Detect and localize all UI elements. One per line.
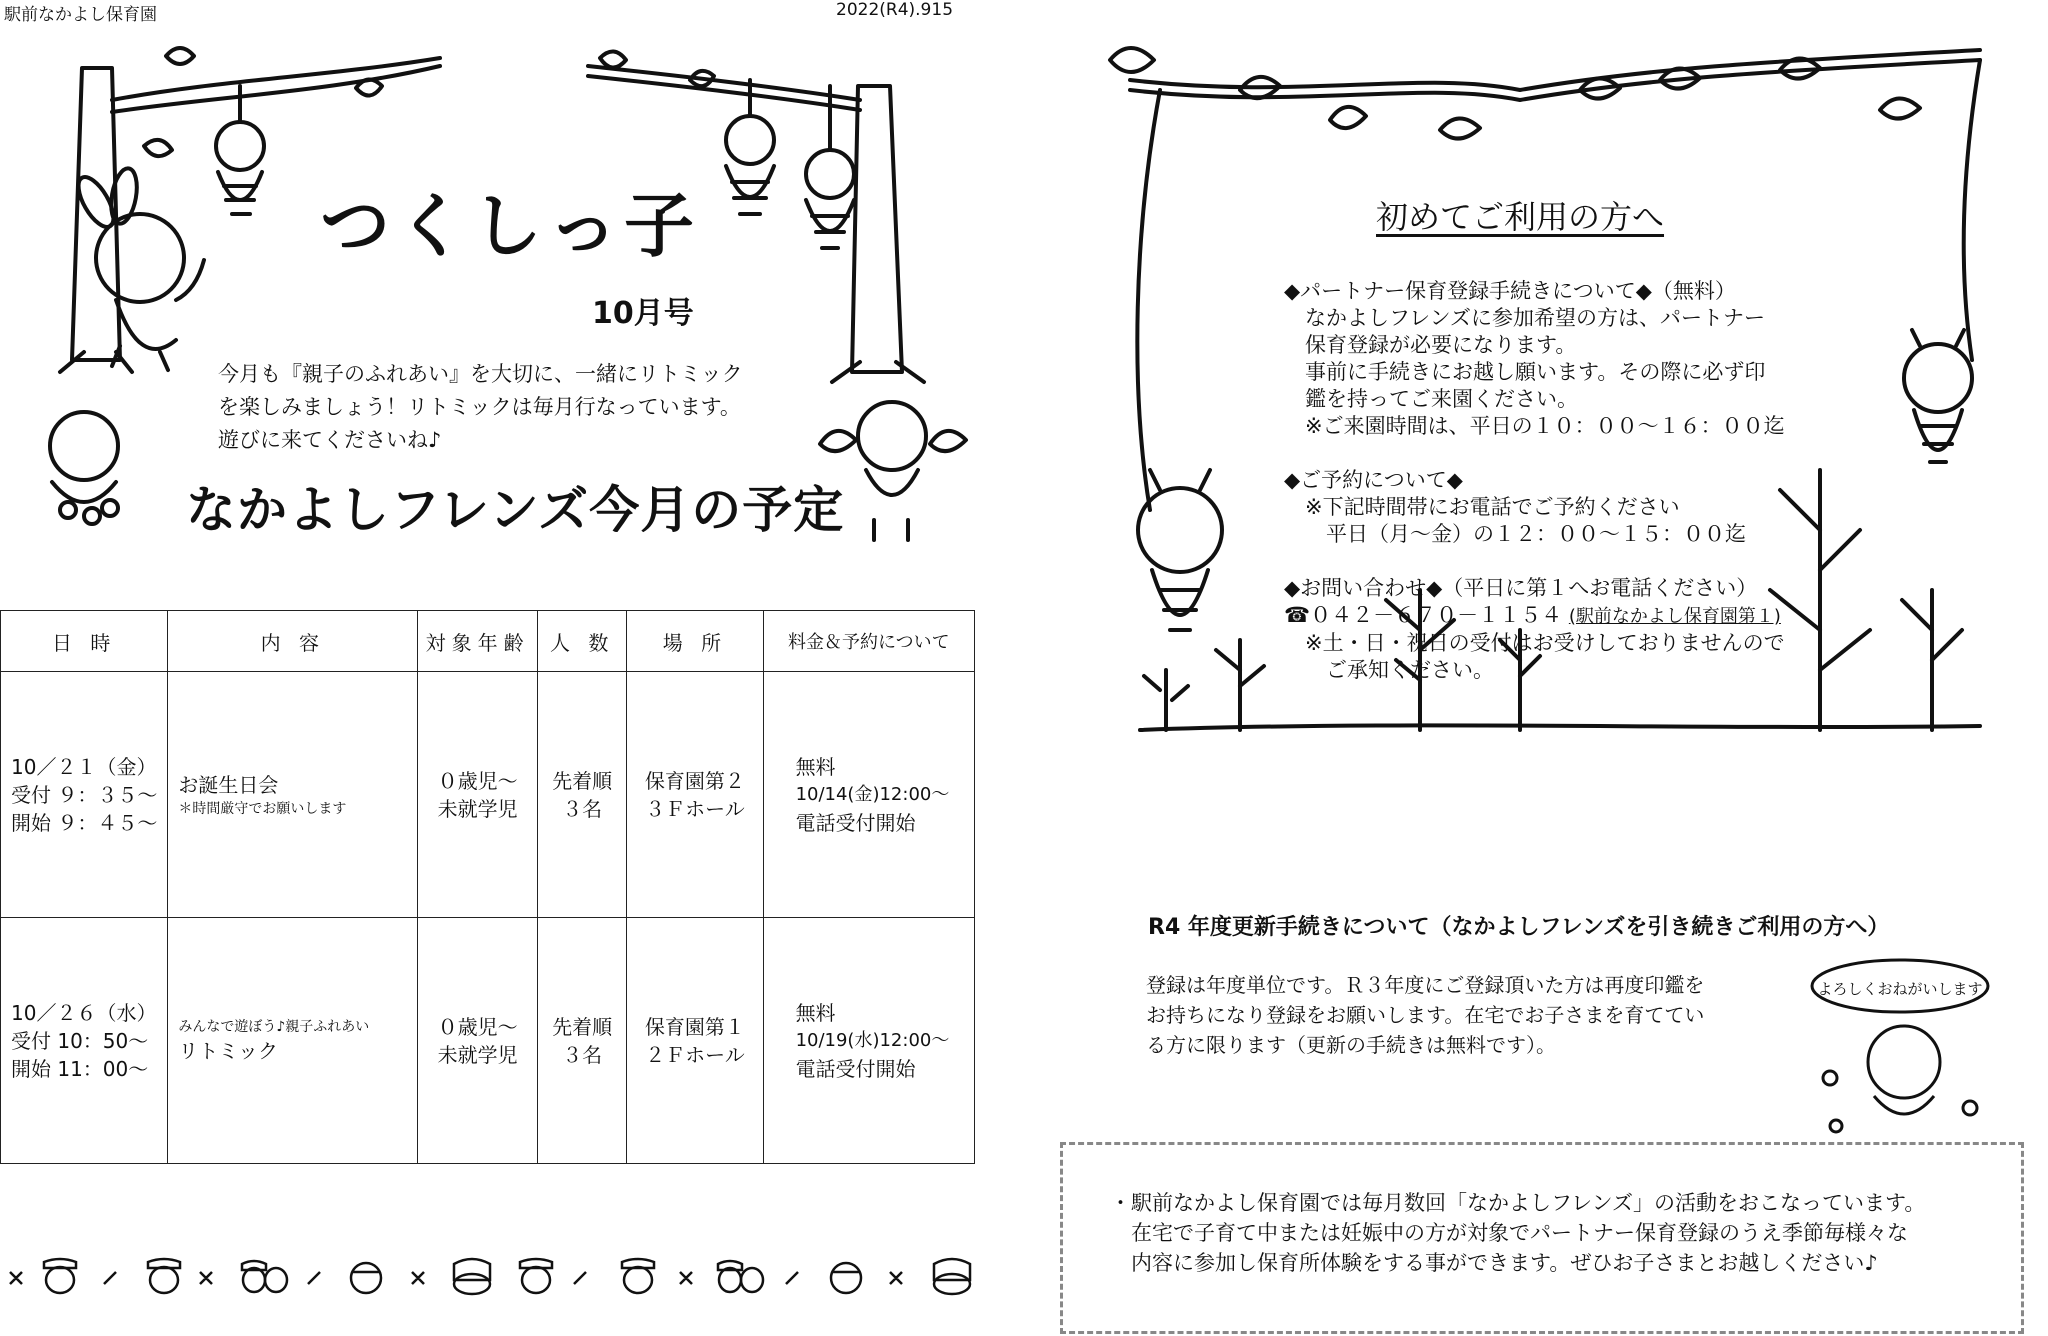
place-cell: [627, 672, 763, 918]
table-row: [1, 918, 975, 1164]
cell-text: 無料: [795, 1000, 836, 1025]
renewal-heading: R4 年度更新手続きについて（なかよしフレンズを引き続きご利用の方へ）: [1148, 915, 1890, 940]
cell-text: 10/19(水)12:00～: [795, 1029, 950, 1051]
right-branch: [588, 66, 860, 100]
intro-line: 今月も『親子のふれあい』を大切に、一緒にリトミック: [218, 362, 743, 386]
intro-line: を楽しみましょう！リトミックは毎月行なっています。: [218, 395, 741, 419]
cell-text: 未就学児: [437, 796, 518, 821]
note-line: 在宅で子育て中または妊娠中の方が対象でパートナー保育登録のうえ季節毎様々な: [1110, 1221, 1908, 1245]
schedule-heading: なかよしフレンズ今月の予定: [186, 481, 845, 539]
cell-text: ０歳児～: [437, 768, 518, 793]
info-line: 鑑を持ってご来園ください。: [1284, 387, 1578, 411]
age-cell: [418, 672, 538, 918]
first-time-info: [1284, 278, 1844, 684]
newsletter-title: つくしっ子: [320, 185, 700, 267]
fee-cell: [763, 672, 974, 918]
note-line: 内容に参加し保育所体験をする事ができます。ぜひお子さまとお越しください♪: [1110, 1251, 1878, 1275]
table-header-row: [1, 611, 975, 672]
cell-text: 保育園第２: [644, 768, 745, 793]
cell-text: ２Ｆホール: [645, 1042, 745, 1067]
girl-icon: [1868, 1026, 1940, 1098]
info-line: ご承知ください。: [1284, 658, 1494, 682]
cell-text: 10／２１（金）: [11, 754, 157, 779]
count-cell: [538, 918, 627, 1164]
info-line: ※土・日・祝日の受付はお受けしておりませんので: [1284, 631, 1785, 655]
age-cell: [418, 918, 538, 1164]
cell-text: 受付 ９：３５～: [11, 782, 158, 807]
intro-text: [218, 358, 818, 457]
renewal-line: る方に限ります（更新の手続きは無料です）。: [1146, 1033, 1556, 1057]
bug-icon: [1904, 344, 1972, 412]
info-line: ※ご来園時間は、平日の１０：００～１６：００迄: [1284, 414, 1785, 438]
bug-icon: [1138, 488, 1222, 572]
vine-branch: [1130, 50, 1980, 90]
cell-text: お誕生日会: [178, 772, 279, 797]
bubble-text: よろしくおねがいします: [1817, 980, 1983, 998]
info-line: 保育登録が必要になります。: [1284, 333, 1577, 357]
intro-line: 遊びに来てくださいね♪: [218, 428, 442, 452]
cell-text: 開始 11：00～: [11, 1056, 149, 1081]
cell-text: 無料: [795, 754, 836, 779]
cell-text: ３名: [562, 1042, 603, 1067]
column-header: 料金＆予約について: [763, 611, 974, 672]
column-header: 場 所: [627, 611, 763, 672]
acorn-icon: [44, 1259, 76, 1293]
table-row: [1, 672, 975, 918]
cell-text: ３名: [562, 796, 603, 821]
cell-text: 先着順: [552, 768, 613, 793]
info-line: なかよしフレンズに参加希望の方は、パートナー: [1284, 306, 1766, 330]
info-line: 平日（月～金）の１２：００～１５：００迄: [1284, 522, 1746, 546]
cell-text: 10/14(金)12:00～: [795, 783, 950, 805]
info-line: ◆パートナー保育登録手続きについて◆（無料）: [1284, 279, 1736, 303]
activity-note: [1110, 1188, 1925, 1278]
issue-date: 2022(R4).915: [836, 0, 954, 20]
nursery-name: 駅前なかよし保育園: [4, 5, 157, 25]
cell-text: ０歳児～: [437, 1014, 518, 1039]
first-time-heading: 初めてご利用の方へ: [1376, 198, 1665, 236]
note-line: ・駅前なかよし保育園では毎月数回「なかよしフレンズ」の活動をおこなっています。: [1110, 1191, 1926, 1215]
count-cell: [538, 672, 627, 918]
cell-note: ＊時間厳守でお願いします: [178, 800, 347, 817]
cell-text: 開始 ９：４５～: [11, 810, 158, 835]
child-with-leaves-icon: [858, 402, 926, 470]
cell-text: 保育園第１: [644, 1014, 745, 1039]
renewal-line: お持ちになり登録をお願いします。在宅でお子さまを育ててい: [1146, 1003, 1705, 1027]
cell-text: 未就学児: [437, 1042, 518, 1067]
cell-text: 10／２６（水）: [11, 1000, 157, 1025]
cell-note: みんなで遊ぼう♪親子ふれあい: [178, 1018, 370, 1035]
cell-text: 電話受付開始: [795, 810, 916, 835]
column-header: 人 数: [538, 611, 627, 672]
column-header: 日 時: [1, 611, 168, 672]
datetime-cell: [1, 672, 168, 918]
renewal-line: 登録は年度単位です。Ｒ３年度にご登録頂いた方は再度印鑑を: [1146, 973, 1705, 997]
phone-line: [1284, 602, 1844, 630]
bagworm-face-icon: [216, 122, 264, 170]
place-cell: [627, 918, 763, 1164]
content-cell: [168, 918, 418, 1164]
right-tree-trunk: [852, 86, 902, 372]
issue-label: 10月号: [592, 296, 694, 331]
cell-text: 受付 10：50～: [11, 1028, 149, 1053]
column-header: 対象年齢: [418, 611, 538, 672]
child-icon: [50, 412, 118, 480]
girl-greeting-illustration: [1800, 958, 1990, 1138]
phone-note: (駅前なかよし保育園第１): [1568, 606, 1781, 627]
info-line: ◆ご予約について◆: [1284, 468, 1463, 492]
small-tree-icon: [1144, 670, 1188, 730]
datetime-cell: [1, 918, 168, 1164]
renewal-text: [1146, 970, 1766, 1060]
info-line: 事前に手続きにお越し願います。その際に必ず印: [1284, 360, 1766, 384]
cell-text: 先着順: [552, 1014, 613, 1039]
cell-text: 電話受付開始: [795, 1056, 916, 1081]
info-line: ※下記時間帯にお電話でご予約ください: [1284, 495, 1680, 519]
schedule-table: [0, 610, 975, 1164]
acorn-border: [0, 1250, 980, 1300]
fee-cell: [763, 918, 974, 1164]
content-cell: [168, 672, 418, 918]
cell-text: ３Ｆホール: [645, 796, 745, 821]
info-line: ◆お問い合わせ◆（平日に第１へお電話ください）: [1284, 576, 1758, 600]
cell-text: リトミック: [178, 1038, 278, 1063]
phone-number: ☎０４２－６７０－１１５４: [1284, 603, 1563, 627]
column-header: 内 容: [168, 611, 418, 672]
